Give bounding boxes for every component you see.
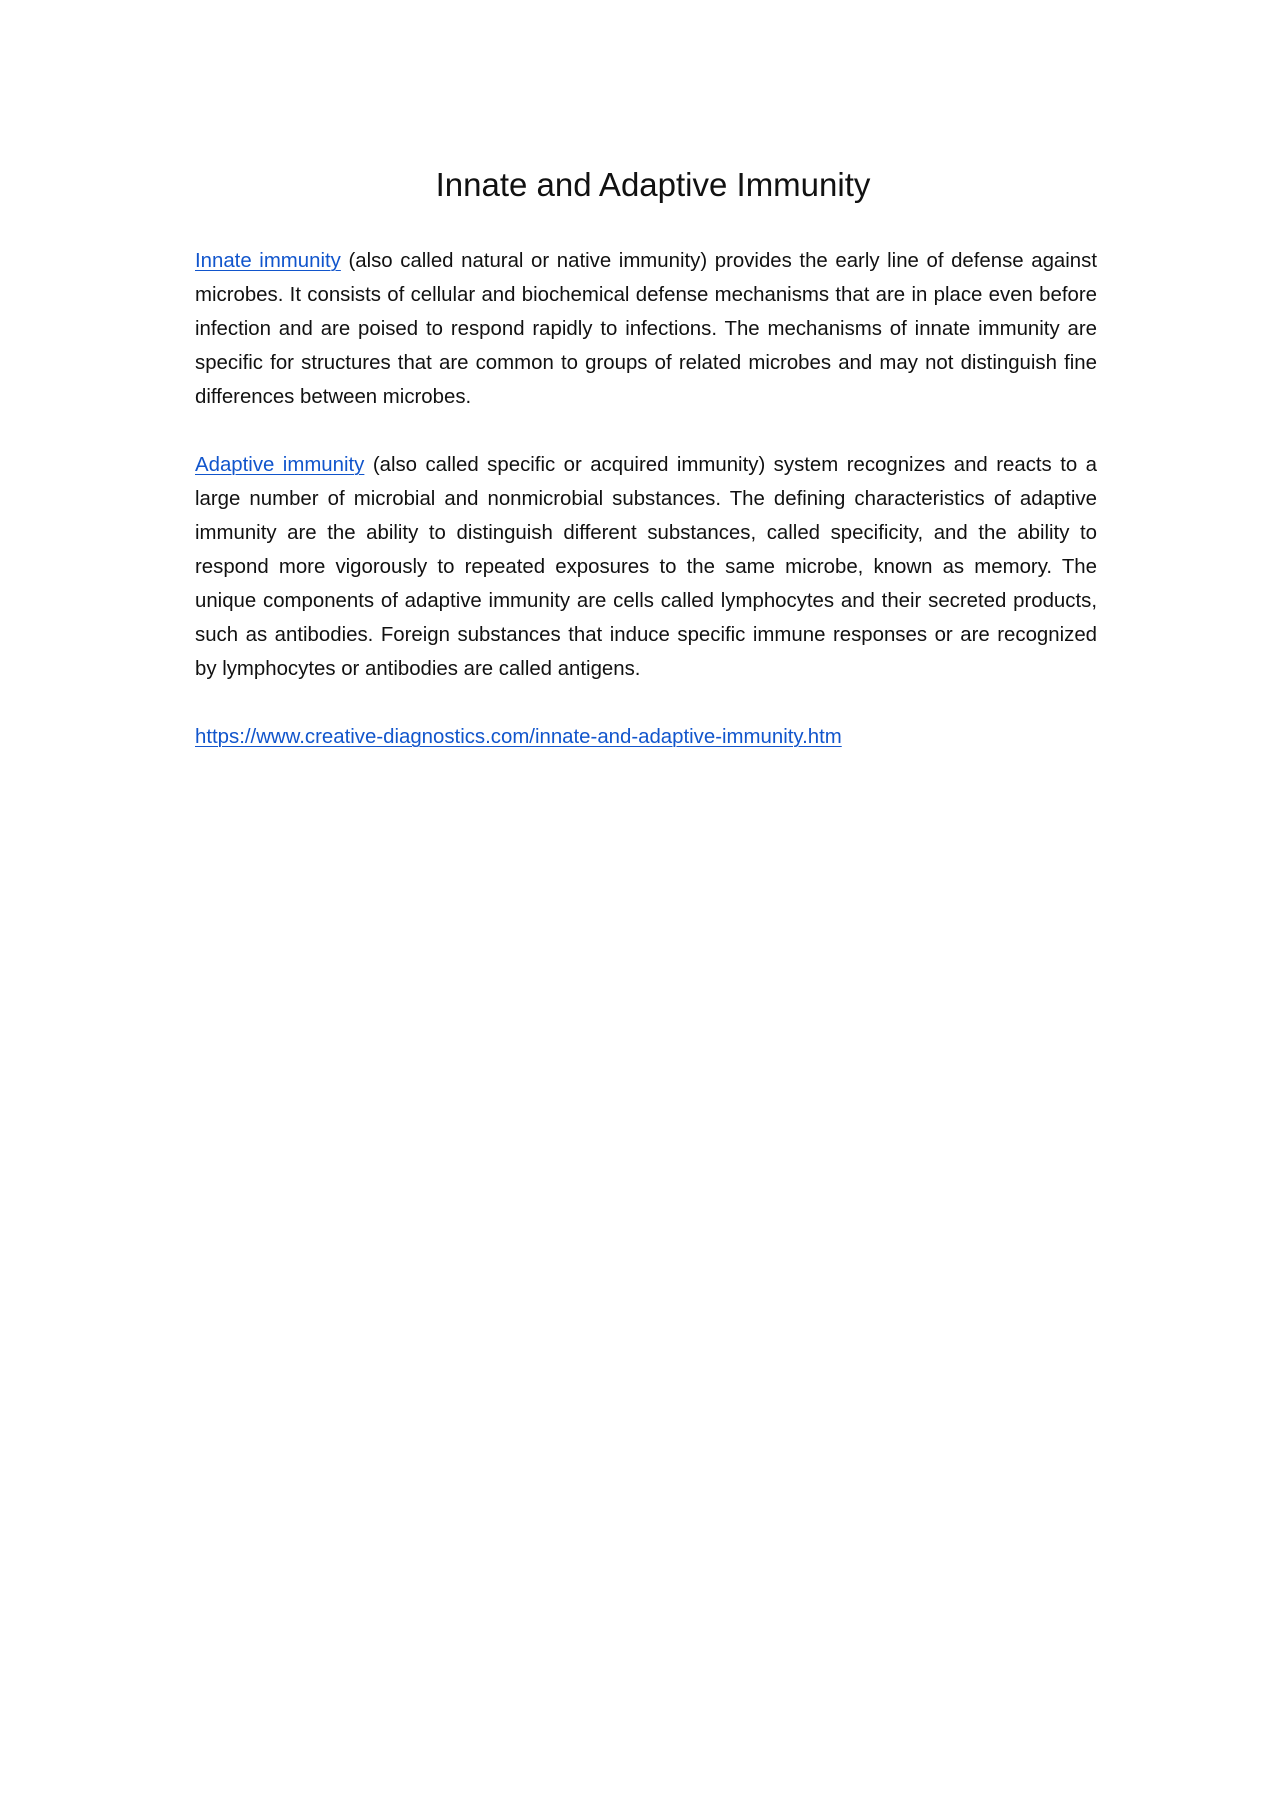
adaptive-immunity-link[interactable]: Adaptive immunity	[195, 454, 365, 476]
page-title: Innate and Adaptive Immunity	[435, 166, 871, 203]
paragraph-innate-immunity	[195, 244, 1097, 414]
source-url-link[interactable]: https://www.creative-diagnostics.com/innate-and-adaptive-immunity.htm	[195, 726, 842, 748]
document-body	[195, 160, 1097, 754]
paragraph-adaptive-immunity	[195, 448, 1097, 686]
paragraph-innate-text: (also called natural or native immunity) provides the early line of defense against microbes. It consists of cellular and biochemical defense mechanisms that are in place even before infection and are poised to respond rapidly to infections. The mechanisms of innate immunity are specific for structures that are common to groups of related microbes and may not distinguish fine differences between microbes.	[195, 250, 1097, 408]
innate-immunity-link[interactable]: Innate immunity	[195, 250, 341, 272]
paragraph-adaptive-text: (also called specific or acquired immunity) system recognizes and reacts to a large number of microbial and nonmicrobial substances. The defining characteristics of adaptive immunity are the ability to distinguish different substances, called specificity, and the ability to respond more vigorously to repeated exposures to the same microbe, known as memory. The unique components of adaptive immunity are cells called lymphocytes and their secreted products, such as antibodies. Foreign substances that induce specific immune responses or are recognized by lymphocytes or antibodies are called antigens.	[195, 454, 1097, 680]
source-paragraph	[195, 720, 1097, 754]
